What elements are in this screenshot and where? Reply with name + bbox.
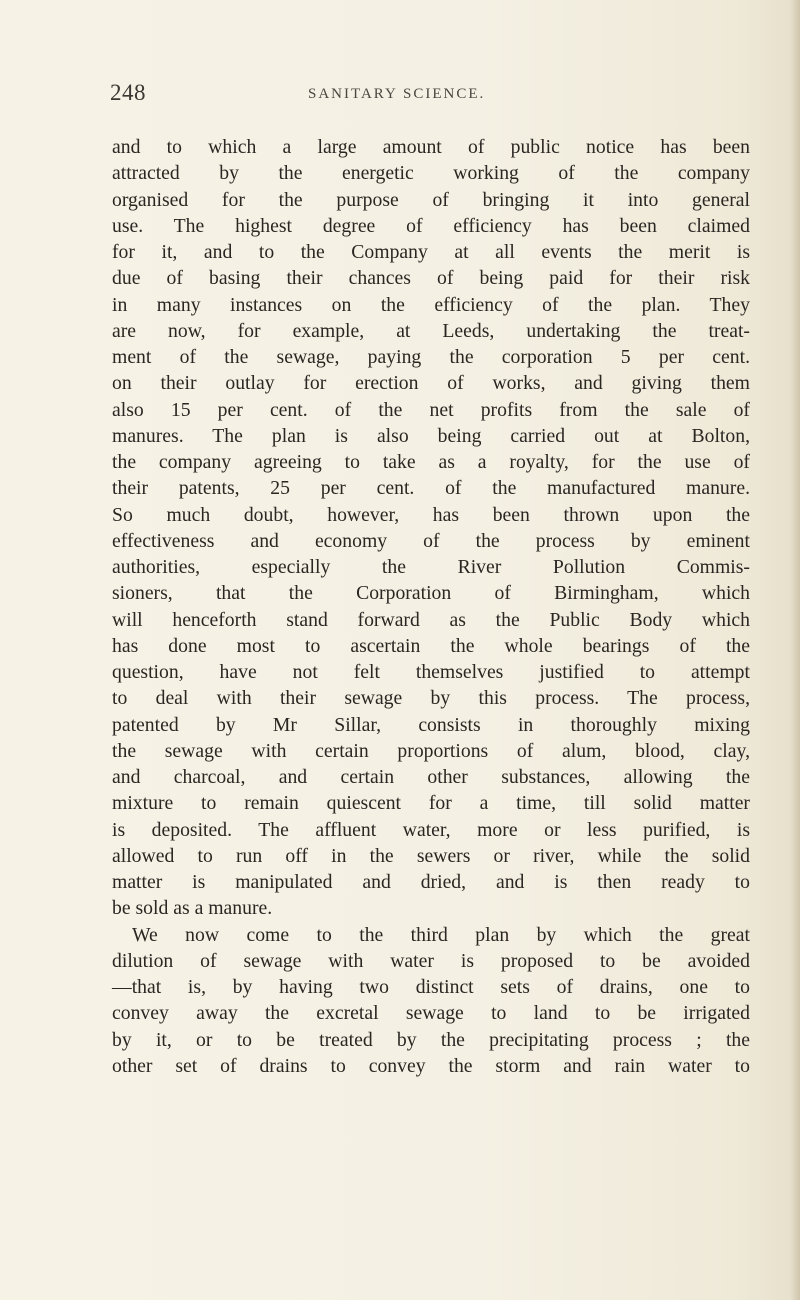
text-line: and charcoal, and certain other substances, allowing the: [112, 766, 750, 788]
text-line: has done most to ascertain the whole bearings of the: [112, 634, 750, 657]
text-line: also 15 per cent. of the net profits from the sale of: [112, 398, 750, 421]
text-line: We now come to the third plan by which the great: [132, 923, 750, 946]
page-number: 248: [110, 80, 146, 105]
text-line: manures. The plan is also being carried out at Bolton,: [112, 424, 750, 447]
text-line: effectiveness and economy of the process by eminent: [112, 529, 750, 552]
text-line: for it, and to the Company at all events the merit is: [112, 241, 750, 263]
text-line: patented by Mr Sillar, consists in thoroughly mixing: [112, 713, 750, 736]
text-line: use. The highest degree of efficiency has been claimed: [112, 214, 750, 237]
text-line: matter is manipulated and dried, and is then ready to: [112, 871, 750, 893]
text-line: due of basing their chances of being paid for their risk: [112, 267, 750, 290]
text-line: the sewage with certain proportions of alum, blood, clay,: [112, 739, 750, 762]
text-line: ment of the sewage, paying the corporation 5 per cent.: [112, 346, 750, 368]
text-line: by it, or to be treated by the precipitating process ; the: [112, 1028, 750, 1051]
text-line: on their outlay for erection of works, and giving them: [112, 372, 750, 395]
text-line: and to which a large amount of public notice has been: [112, 136, 750, 158]
text-line: to deal with their sewage by this process. The process,: [112, 687, 750, 710]
text-line: —that is, by having two distinct sets of drains, one to: [112, 976, 750, 998]
text-line: is deposited. The affluent water, more or less purified, is: [112, 818, 750, 841]
text-line: other set of drains to convey the storm and rain water to: [112, 1054, 750, 1077]
text-line: attracted by the energetic working of the company: [112, 162, 750, 185]
text-line: sioners, that the Corporation of Birmingham, which: [112, 582, 750, 605]
text-line: authorities, especially the River Pollution Commis-: [112, 556, 750, 578]
text-line: are now, for example, at Leeds, undertaking the treat-: [112, 319, 750, 342]
text-line: their patents, 25 per cent. of the manufactured manure.: [112, 477, 750, 500]
text-line: So much doubt, however, has been thrown upon the: [112, 503, 750, 526]
text-line: organised for the purpose of bringing it into general: [112, 188, 750, 211]
text-line: question, have not felt themselves justified to attempt: [112, 661, 750, 683]
body-text: [112, 134, 750, 1079]
text-line: be sold as a manure.: [112, 897, 273, 920]
page-header: [110, 80, 750, 120]
text-line: allowed to run off in the sewers or river, while the solid: [112, 844, 750, 867]
running-head: SANITARY SCIENCE.: [308, 86, 486, 102]
text-line: convey away the excretal sewage to land to be irrigated: [112, 1002, 750, 1025]
page-edge-shadow: [790, 0, 800, 1300]
text-line: will henceforth stand forward as the Public Body which: [112, 608, 750, 631]
text-line: dilution of sewage with water is proposed to be avoided: [112, 949, 750, 972]
text-line: in many instances on the efficiency of the plan. They: [112, 293, 750, 316]
text-line: mixture to remain quiescent for a time, till solid matter: [112, 792, 750, 815]
text-line: the company agreeing to take as a royalty, for the use of: [112, 451, 750, 473]
